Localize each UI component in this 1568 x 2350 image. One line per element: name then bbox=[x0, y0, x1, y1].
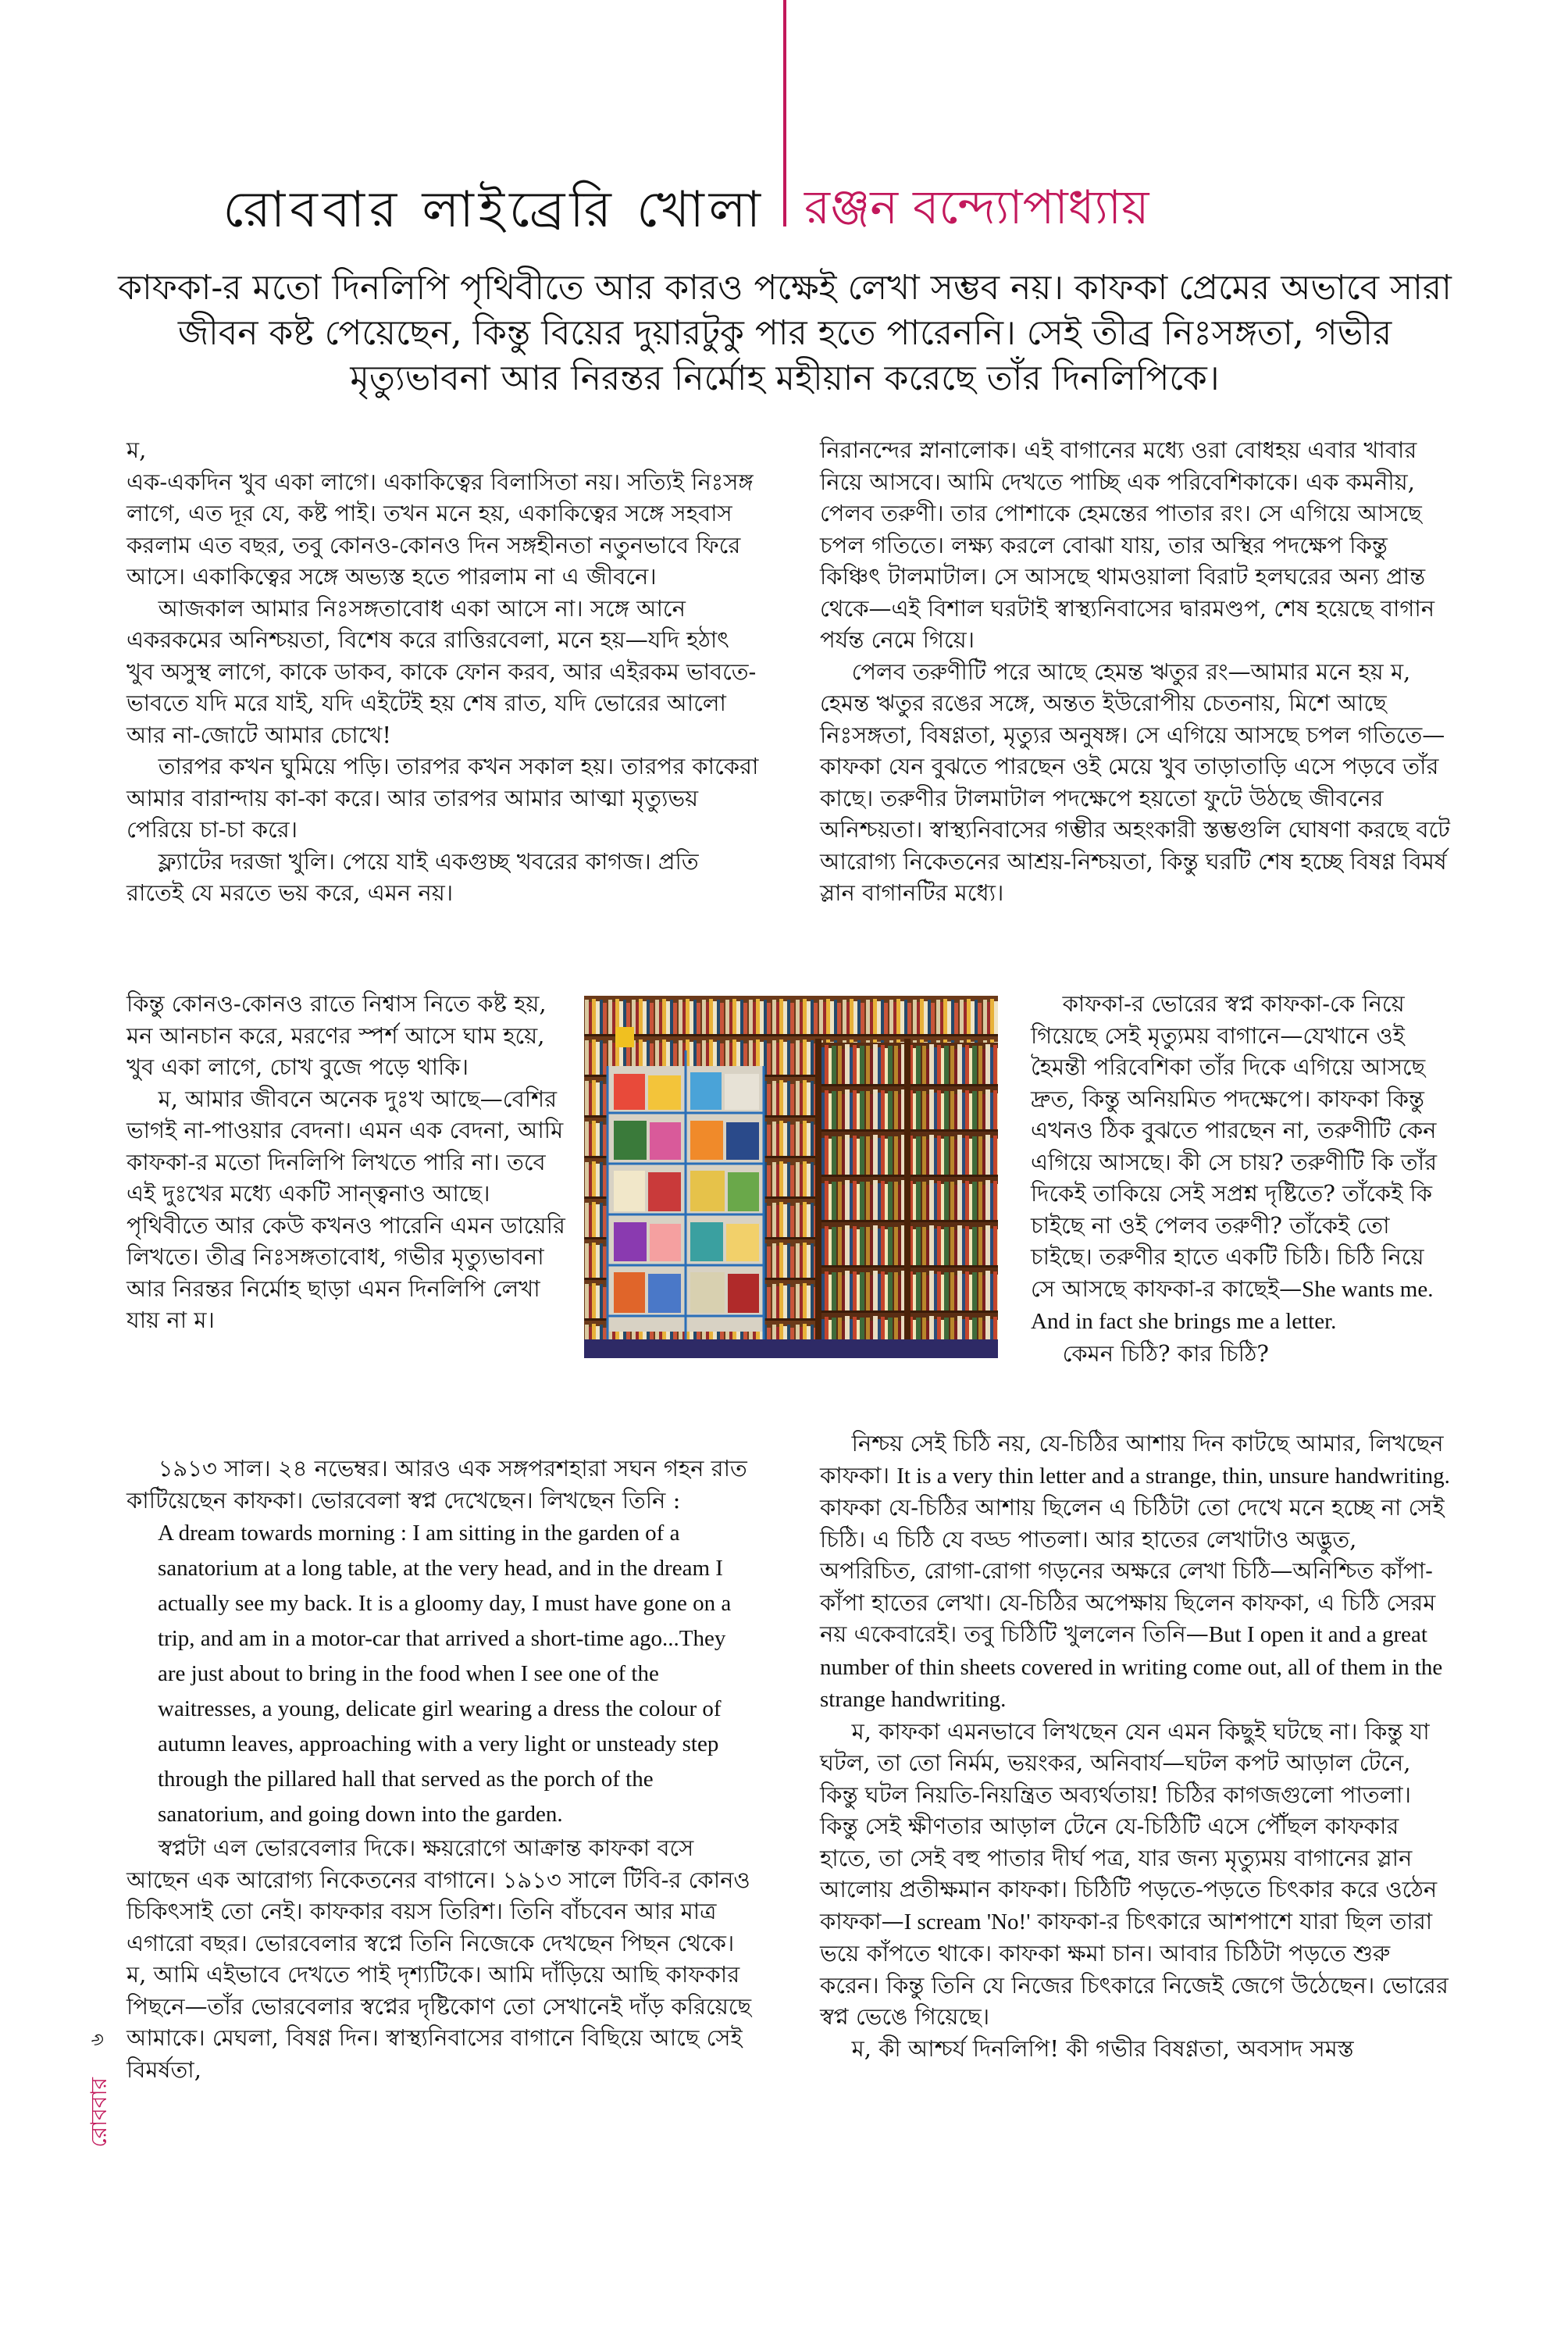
paragraph: নিরানন্দের স্নানালোক। এই বাগানের মধ্যে ওরা বোধহয় এবার খাবার নিয়ে আসবে। আমি দেখতে পাচ্ছি এক পরিবেশিকাকে। এক কমনীয়, পেলব তরুণী। তার পোশাকে হেমন্তের পাতার রং। সে এগিয়ে আসছে চপল গতিতে। লক্ষ্য করলে বোঝা যায়, তার অস্থির পদক্ষেপ কিন্তু কিঞ্চিৎ টালমাটাল। সে আসছে থামওয়ালা বিরাট হলঘরের অন্য প্রান্ত থেকে—এই বিশাল ঘরটাই স্বাস্থ্যনিবাসের দ্বারমণ্ডপ, শেষ হয়েছে বাগান পর্যন্ত নেমে গিয়ে। bbox=[820, 437, 1435, 653]
right-column-bottom bbox=[820, 1428, 1452, 2064]
paragraph: ম, কাফকা এমনভাবে লিখছেন যেন এমন কিছুই ঘটছে না। কিন্তু যা ঘটল, তা তো নির্মম, ভয়ংকর, অনিবার্য—ঘটল কপট আড়াল টেনে, কিন্তু ঘটল নিয়তি-নিয়ন্ত্রিত অব্যর্থতায়! চিঠির কাগজগুলো পাতলা। কিন্তু সেই ক্ষীণতার আড়াল টেনে যে-চিঠিটি এসে পৌঁছল কাফকার হাতে, তা সেই বহু পাতার দীর্ঘ পত্র, যার জন্য মৃত্যুময় বাগানের স্লান আলোয় প্রতীক্ষমান কাফকা। চিঠিটি পড়তে-পড়তে চিৎকার করে ওঠেন কাফকা—I scream 'No!' কাফকা-র চিৎকারে আশপাশে যারা ছিল তারা ভয়ে কাঁপতে থাকে। কাফকা ক্ষমা চান। আবার চিঠিটা পড়তে শুরু করেন। কিন্তু তিনি যে নিজের চিৎকারে নিজেই জেগে উঠেছেন। ভোরের স্বপ্ন ভেঙে গিয়েছে। bbox=[820, 1717, 1449, 2030]
right-column-top bbox=[820, 434, 1452, 909]
magazine-name: রোববার bbox=[86, 2077, 112, 2148]
paragraph: স্বপ্নটা এল ভোরবেলার দিকে। ক্ষয়রোগে আক্রান্ত কাফকা বসে আছেন এক আরোগ্য নিকেতনের বাগানে। ১৯১৩ সালে টিবি-র কোনও চিকিৎসাই তো নেই। কাফকার বয়স তিরিশ। তিনি বাঁচবেন আর মাত্র এগারো বছর। ভোরবেলার স্বপ্নে তিনি নিজেকে দেখছেন পিছন থেকে। ম, আমি এইভাবে দেখতে পাই দৃশ্যটিকে। আমি দাঁড়িয়ে আছি কাফকার পিছনে—তাঁর ভোরবেলার স্বপ্নের দৃষ্টিকোণ তো সেখানেই দাঁড় করিয়েছে আমাকে। মেঘলা, বিষণ্ণ দিন। স্বাস্থ্যনিবাসের বাগানে বিছিয়ে আছে সেই বিমর্ষতা, bbox=[127, 1835, 752, 2083]
section-title: রোববার লাইব্রেরি খোলা bbox=[223, 181, 765, 239]
lead-paragraph: কাফকা-র মতো দিনলিপি পৃথিবীতে আর কারও পক্ষেই লেখা সম্ভব নয়। কাফকা প্রেমের অভাবে সারা জীবন কষ্ট পেয়েছেন, কিন্তু বিয়ের দুয়ারটুকু পার হতে পারেননি। সেই তীব্র নিঃসঙ্গতা, গভীর মৃত্যুভাবনা আর নিরন্তর নির্মোহ মহীয়ান করেছে তাঁর দিনলিপিকে। bbox=[118, 268, 1452, 398]
left-column-top bbox=[127, 434, 759, 909]
paragraph: ১৯১৩ সাল। ২৪ নভেম্বর। আরও এক সঙ্গপরশহারা সঘন গহন রাত কাটিয়েছেন কাফকা। ভোরবেলা স্বপ্ন দেখেছেন। লিখছেন তিনি : bbox=[127, 1455, 747, 1514]
right-column-middle bbox=[1031, 988, 1452, 1369]
salutation: ম, bbox=[127, 437, 147, 463]
paragraph: কেমন চিঠি? কার চিঠি? bbox=[1062, 1339, 1269, 1367]
left-column-middle bbox=[127, 988, 568, 1336]
bookshelf-illustration bbox=[584, 996, 998, 1358]
kafka-diary-quote: A dream towards morning : I am sitting in the garden of a sanatorium at a long table, at the very head, and in the dream I actually see my back. It is a gloomy day, I must have gone on a trip, and am in a motor-car that arrived a short-time ago...They are just about to bring in the food when I see one of the waitresses, a young, delicate girl wearing a dress the colour of autumn leaves, approaching with a very light or unsteady step through the pillared hall that served as the porch of the sanatorium, and going down into the garden. bbox=[158, 1521, 732, 1827]
paragraph: ফ্ল্যাটের দরজা খুলি। পেয়ে যাই একগুচ্ছ খবরের কাগজ। প্রতি রাতেই যে মরতে ভয় করে, এমন নয়। bbox=[127, 847, 699, 906]
library-bookshelf-photo bbox=[584, 996, 998, 1358]
paragraph: এক-একদিন খুব একা লাগে। একাকিত্বের বিলাসিতা নয়। সত্যিই নিঃসঙ্গ লাগে, এত দূর যে, কষ্ট পাই। তখন মনে হয়, একাকিত্বের সঙ্গে সহবাস করলাম এত বছর, তবু কোনও-কোনও দিন সঙ্গহীনতা নতুনভাবে ফিরে আসে। একাকিত্বের সঙ্গে অভ্যস্ত হতে পারলাম না এ জীবনে। bbox=[127, 468, 754, 590]
paragraph: আজকাল আমার নিঃসঙ্গতাবোধ একা আসে না। সঙ্গে আনে একরকমের অনিশ্চয়তা, বিশেষ করে রাত্তিরবেলা, মনে হয়—যদি হঠাৎ খুব অসুস্থ লাগে, কাকে ডাকব, কাকে ফোন করব, আর এইরকম ভাবতে-ভাবতে যদি মরে যাই, যদি এইটেই হয় শেষ রাত, যদি ভোরের আলো আর না-জোটে আমার চোখে! bbox=[127, 594, 757, 748]
paragraph: কাফকা-র ভোরের স্বপ্ন কাফকা-কে নিয়ে গিয়েছে সেই মৃত্যুময় বাগানে—যেখানে ওই হৈমন্তী পরিবেশিকা তাঁর দিকে এগিয়ে আসছে দ্রুত, কিন্তু অনিয়মিত পদক্ষেপে। কাফকা কিন্তু এখনও ঠিক বুঝতে পারছেন না, তরুণীটি কেন এগিয়ে আসছে। কী সে চায়? তরুণীটি কি তাঁর দিকেই তাকিয়ে সেই সপ্রশ্ন দৃষ্টিতে? তাঁকেই কি চাইছে না ওই পেলব তরুণী? তাঁকেই তো চাইছে। তরুণীর হাতে একটি চিঠি। চিঠি নিয়ে সে আসছে কাফকা-র কাছেই—She wants me. And in fact she brings me a letter. bbox=[1031, 990, 1438, 1334]
left-column-bottom bbox=[127, 1453, 759, 2085]
paragraph: তারপর কখন ঘুমিয়ে পড়ি। তারপর কখন সকাল হয়। তারপর কাকেরা আমার বারান্দায় কা-কা করে। আর তারপর আমার আত্মা মৃত্যুভয় পেরিয়ে চা-চা করে। bbox=[127, 753, 759, 843]
paragraph: ম, কী আশ্চর্য দিনলিপি! কী গভীর বিষণ্ণতা, অবসাদ সমস্ত bbox=[851, 2034, 1354, 2062]
author-name: রঞ্জন বন্দ্যোপাধ্যায় bbox=[804, 180, 1149, 235]
paragraph: নিশ্চয় সেই চিঠি নয়, যে-চিঠির আশায় দিন কাটছে আমার, লিখছেন কাফকা। It is a very thin letter and a strange, thin, unsure handwriting. কাফকা যে-চিঠির আশায় ছিলেন এ চিঠিটা তো দেখে মনে হচ্ছে না সেই চিঠি। এ চিঠি যে বড্ড পাতলা। আর হাতের লেখাটাও অদ্ভুত, অপরিচিত, রোগা-রোগা গড়নের অক্ষরে লেখা চিঠি—অনিশ্চিত কাঁপা-কাঁপা হাতের লেখা। যে-চিঠির অপেক্ষায় ছিলেন কাফকা, এ চিঠি সেরম নয় একেবারেই। তবু চিঠিটি খুললেন তিনি—But I open it and a great number of thin sheets covered in writing come out, all of them in the strange handwriting. bbox=[820, 1430, 1450, 1712]
header-divider-line bbox=[783, 0, 786, 226]
paragraph: কিন্তু কোনও-কোনও রাতে নিশ্বাস নিতে কষ্ট হয়, মন আনচান করে, মরণের স্পর্শ আসে ঘাম হয়ে, খুব একা লাগে, চোখ বুজে পড়ে থাকি। bbox=[127, 990, 547, 1080]
paragraph: পেলব তরুণীটি পরে আছে হেমন্ত ঋতুর রং—আমার মনে হয় ম, হেমন্ত ঋতুর রঙের সঙ্গে, অন্তত ইউরোপীয় চেতনায়, মিশে আছে নিঃসঙ্গতা, বিষণ্ণতা, মৃত্যুর অনুষঙ্গ। সে এগিয়ে আসছে চপল গতিতে—কাফকা যেন বুঝতে পারছেন ওই মেয়ে খুব তাড়াতাড়ি এসে পড়বে তাঁর কাছে। তরুণীর টালমাটাল পদক্ষেপে হয়তো ফুটে উঠছে জীবনের অনিশ্চয়তা। স্বাস্থ্যনিবাসের গম্ভীর অহংকারী স্তম্ভগুলি ঘোষণা করছে বটে আরোগ্য নিকেতনের আশ্রয়-নিশ্চয়তা, কিন্তু ঘরটি শেষ হচ্ছে বিষণ্ণ বিমর্ষ স্লান বাগানটির মধ্যে। bbox=[820, 658, 1450, 906]
page-number: ৬ bbox=[86, 2034, 108, 2046]
paragraph: ম, আমার জীবনে অনেক দুঃখ আছে—বেশির ভাগই না-পাওয়ার বেদনা। এমন এক বেদনা, আমি কাফকা-র মতো দিনলিপি লিখতে পারি না। তবে এই দুঃখের মধ্যে একটি সান্ত্বনাও আছে। পৃথিবীতে আর কেউ কখনও পারেনি এমন ডায়েরি লিখতে। তীব্র নিঃসঙ্গতাবোধ, গভীর মৃত্যুভাবনা আর নিরন্তর নির্মোহ ছাড়া এমন দিনলিপি লেখা যায় না ম। bbox=[127, 1085, 565, 1333]
